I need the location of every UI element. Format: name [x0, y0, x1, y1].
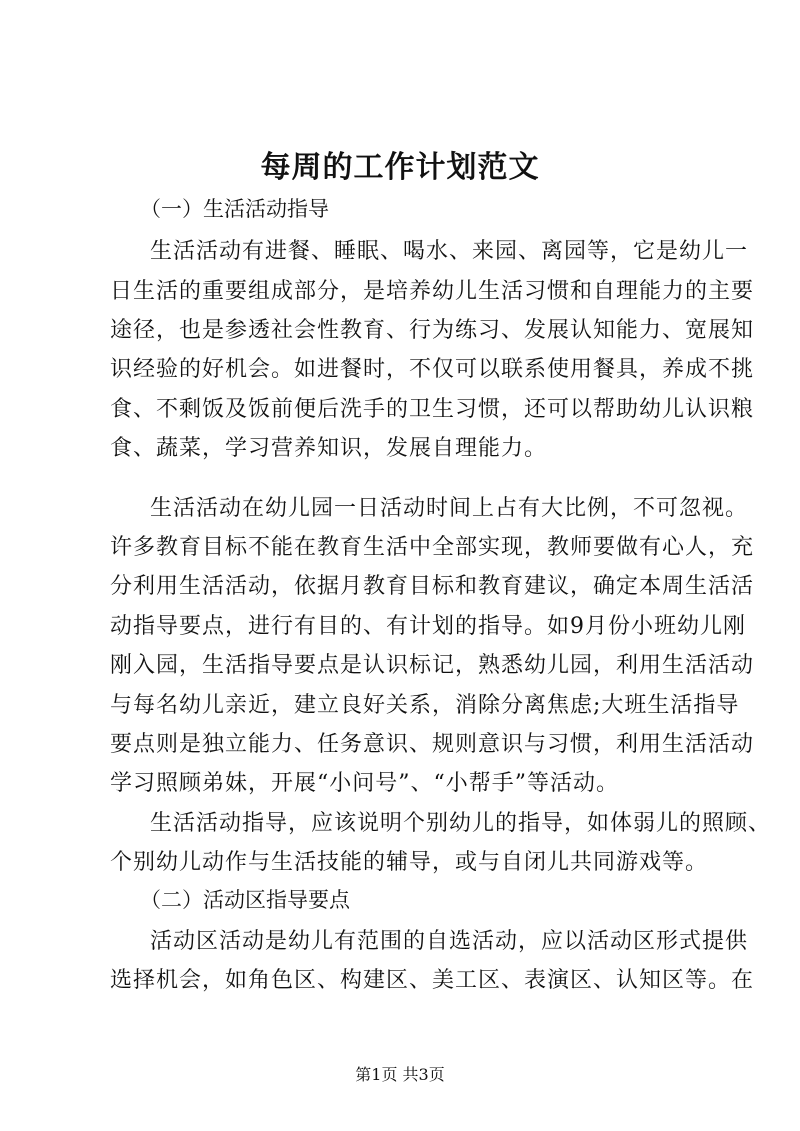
paragraph-line: 学习照顾弟妹，开展“小问号”、“小帮手”等活动。	[110, 771, 619, 796]
paragraph-line: 识经验的好机会。如进餐时，不仅可以联系使用餐具，养成不挑	[110, 357, 755, 382]
paragraph-line: 食、蔬菜，学习营养知识，发展自理能力。	[110, 436, 548, 461]
paragraph-line: 日生活的重要组成部分，是培养幼儿生活习惯和自理能力的主要	[110, 279, 755, 304]
paragraph-line: 刚入园，生活指导要点是认识标记，熟悉幼儿园，利用生活活动	[110, 653, 755, 678]
paragraph-line: 要点则是独立能力、任务意识、规则意识与习惯，利用生活活动	[110, 732, 755, 757]
paragraph-line: 食、不剩饭及饭前便后洗手的卫生习惯，还可以帮助幼儿认识粮	[110, 397, 755, 422]
paragraph-line: 动指导要点，进行有目的、有计划的指导。如9月份小班幼儿刚	[110, 614, 746, 639]
section-heading-1: （一）生活活动指导	[140, 197, 329, 221]
page-footer: 第1页 共3页	[355, 1065, 445, 1084]
paragraph-line: 生活活动有进餐、睡眠、喝水、来园、离园等，它是幼儿一	[150, 239, 749, 264]
paragraph-line: 许多教育目标不能在教育生活中全部实现，教师要做有心人，充	[110, 535, 755, 560]
paragraph-line: 生活活动在幼儿园一日活动时间上占有大比例，不可忽视。	[150, 496, 749, 521]
paragraph-line: 选择机会，如角色区、构建区、美工区、表演区、认知区等。在	[110, 968, 755, 993]
paragraph-line: 生活活动指导，应该说明个别幼儿的指导，如体弱儿的照顾、	[150, 811, 772, 836]
paragraph-line: 分利用生活活动，依据月教育目标和教育建议，确定本周生活活	[110, 574, 755, 599]
paragraph-line: 与每名幼儿亲近，建立良好关系，消除分离焦虑;大班生活指导	[110, 693, 740, 718]
paragraph-line: 途径，也是参透社会性教育、行为练习、发展认知能力、宽展知	[110, 318, 755, 343]
paragraph-line: 个别幼儿动作与生活技能的辅导，或与自闭儿共同游戏等。	[110, 850, 709, 875]
document-title: 每周的工作计划范文	[260, 150, 540, 185]
paragraph-line: 活动区活动是幼儿有范围的自选活动，应以活动区形式提供	[150, 929, 749, 954]
section-heading-2: （二）活动区指导要点	[140, 888, 350, 912]
